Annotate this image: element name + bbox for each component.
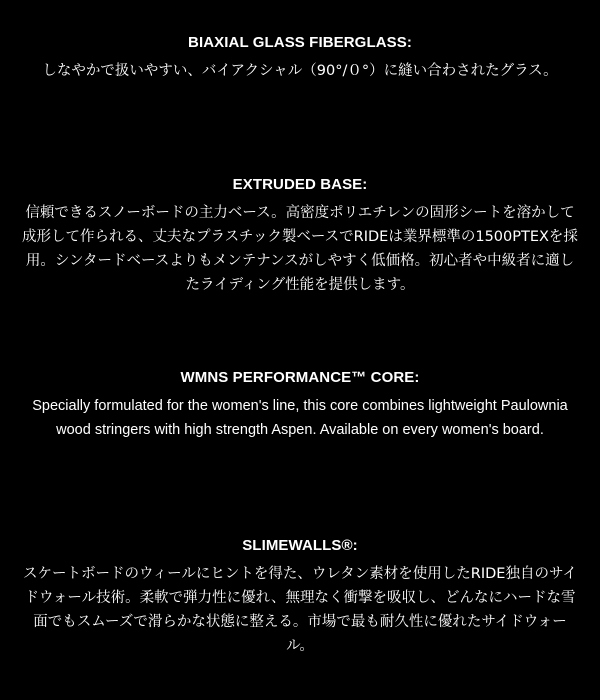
section-extruded-base [0, 175, 600, 297]
section-description: しなやかで扱いやすい、バイアクシャル（90°/０°）に縫い合わされたグラス。 [42, 63, 558, 79]
section-title: SLIMEWALLS®: [242, 537, 358, 554]
section-biaxial-glass [0, 33, 600, 83]
section-slimewalls [0, 536, 600, 658]
section-title: WMNS PERFORMANCE™ CORE: [180, 369, 420, 386]
section-description: 信頼できるスノーボードの主力ベース。高密度ポリエチレンの固形シートを溶かして成形して作られる、丈夫なプラスチック製ベースでRIDEは業界標準の1500PTEXを採用。シンタードベースよりもメンテナンスがしやすく低価格。初心者や中級者に適したライディング性能を提供します。 [22, 205, 578, 293]
section-title: EXTRUDED BASE: [232, 176, 368, 193]
section-description: Specially formulated for the women's line, this core combines lightweight Paulownia wood stringers with high strength Aspen. Available on every women's board. [32, 398, 568, 438]
section-wmns-performance-core [0, 368, 600, 442]
section-title: BIAXIAL GLASS FIBERGLASS: [188, 34, 412, 51]
section-description: スケートボードのウィールにヒントを得た、ウレタン素材を使用したRIDE独自のサイドウォール技術。柔軟で弾力性に優れ、無理なく衝撃を吸収し、どんなにハードな雪面でもスムーズで滑らかな状態に整える。市場で最も耐久性に優れたサイドウォール。 [23, 566, 577, 654]
